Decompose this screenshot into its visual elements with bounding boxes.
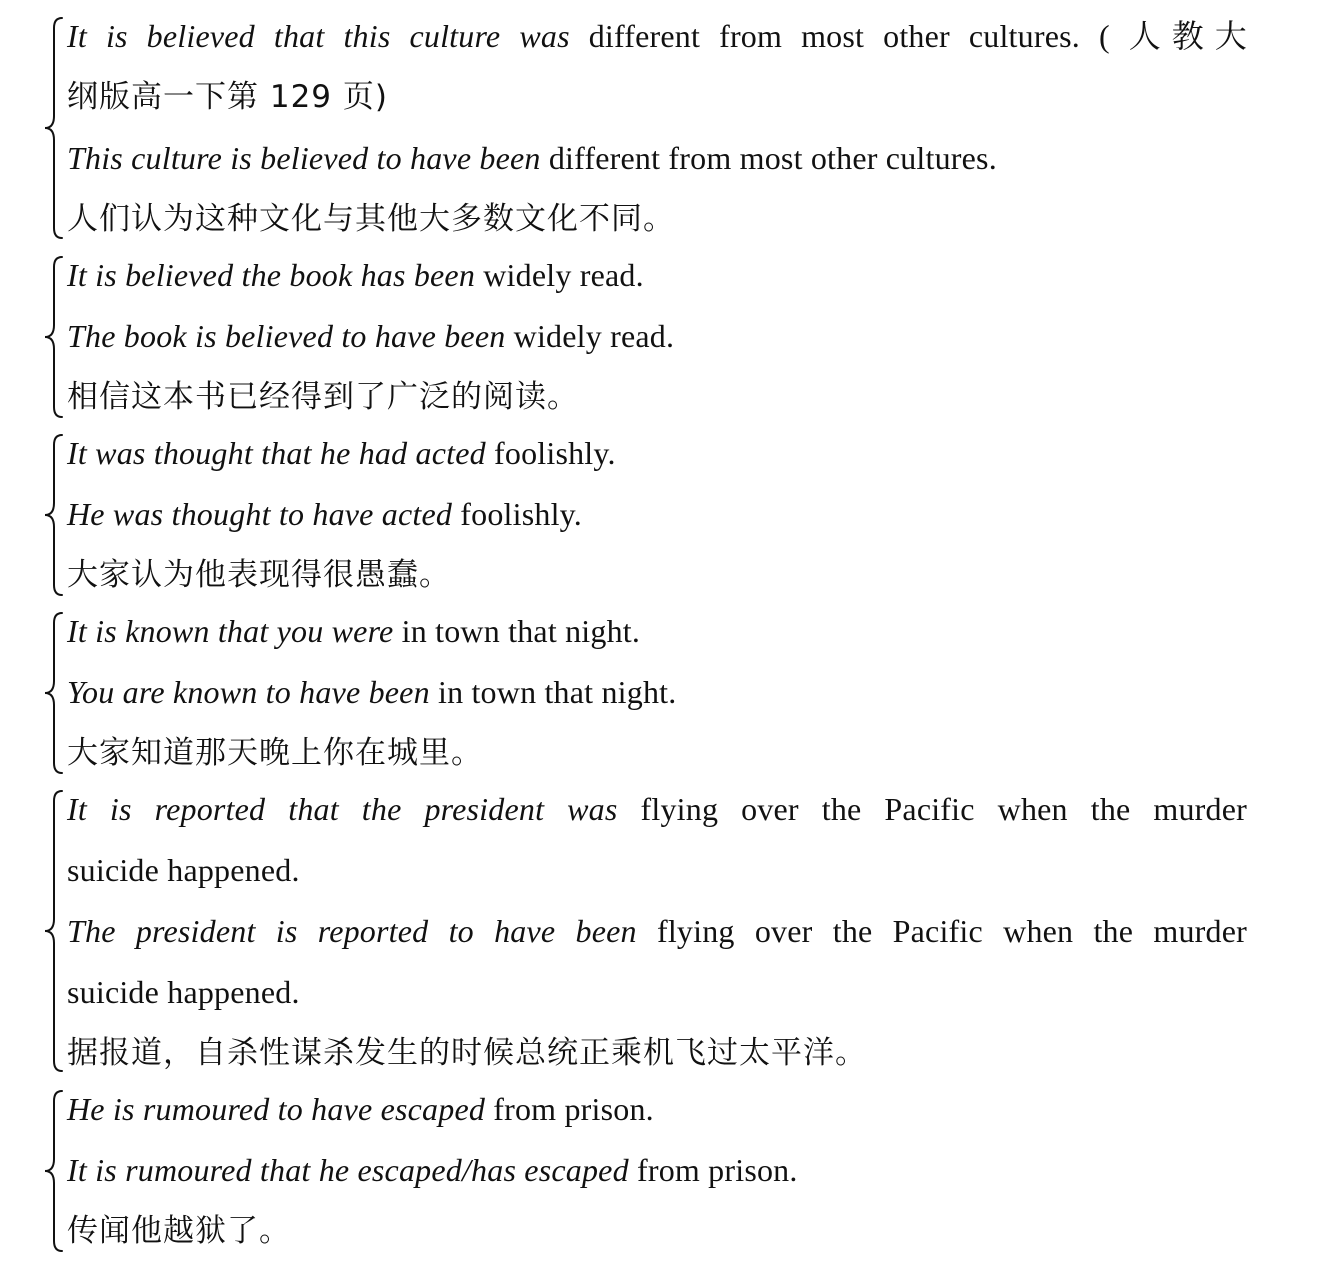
example-line: suicide happened.	[67, 974, 300, 1010]
example-line: This culture is believed to have been different from most other cultures.	[67, 140, 997, 176]
brace-icon	[40, 6, 66, 250]
example-line: It is believed that this culture was different from most other cultures. ( 人教大	[67, 18, 1247, 54]
example-line: You are known to have been in town that night.	[67, 674, 677, 710]
example-group-4	[40, 601, 1250, 784]
brace-icon	[40, 779, 66, 1084]
example-line: He is rumoured to have escaped from prison.	[67, 1091, 654, 1127]
example-group-2	[40, 245, 1250, 428]
brace-icon	[40, 601, 66, 784]
example-line: The book is believed to have been widely read.	[67, 318, 675, 354]
example-group-1	[40, 6, 1250, 250]
example-group-6	[40, 1079, 1250, 1262]
translation-line: 传闻他越狱了。	[67, 1213, 291, 1249]
brace-icon	[40, 245, 66, 428]
example-group-3	[40, 423, 1250, 606]
example-line: It is known that you were in town that night.	[67, 613, 641, 649]
example-line: It is rumoured that he escaped/has escaped from prison.	[67, 1152, 798, 1188]
translation-line: 大家知道那天晚上你在城里。	[67, 735, 483, 771]
example-line: 纲版高一下第 129 页)	[67, 79, 388, 115]
translation-line: 大家认为他表现得很愚蠢。	[67, 557, 451, 593]
example-line: It is believed the book has been widely read.	[67, 257, 644, 293]
translation-line: 人们认为这种文化与其他大多数文化不同。	[67, 201, 675, 237]
example-line: The president is reported to have been flying over the Pacific when the murder	[67, 913, 1247, 949]
brace-icon	[40, 1079, 66, 1262]
example-line: It was thought that he had acted foolishly.	[67, 435, 616, 471]
brace-icon	[40, 423, 66, 606]
example-line: suicide happened.	[67, 852, 300, 888]
translation-line: 据报道，自杀性谋杀发生的时候总统正乘机飞过太平洋。	[67, 1035, 867, 1071]
example-line: It is reported that the president was flying over the Pacific when the murder	[67, 791, 1247, 827]
example-group-5	[40, 779, 1250, 1084]
example-line: He was thought to have acted foolishly.	[67, 496, 582, 532]
translation-line: 相信这本书已经得到了广泛的阅读。	[67, 379, 579, 415]
